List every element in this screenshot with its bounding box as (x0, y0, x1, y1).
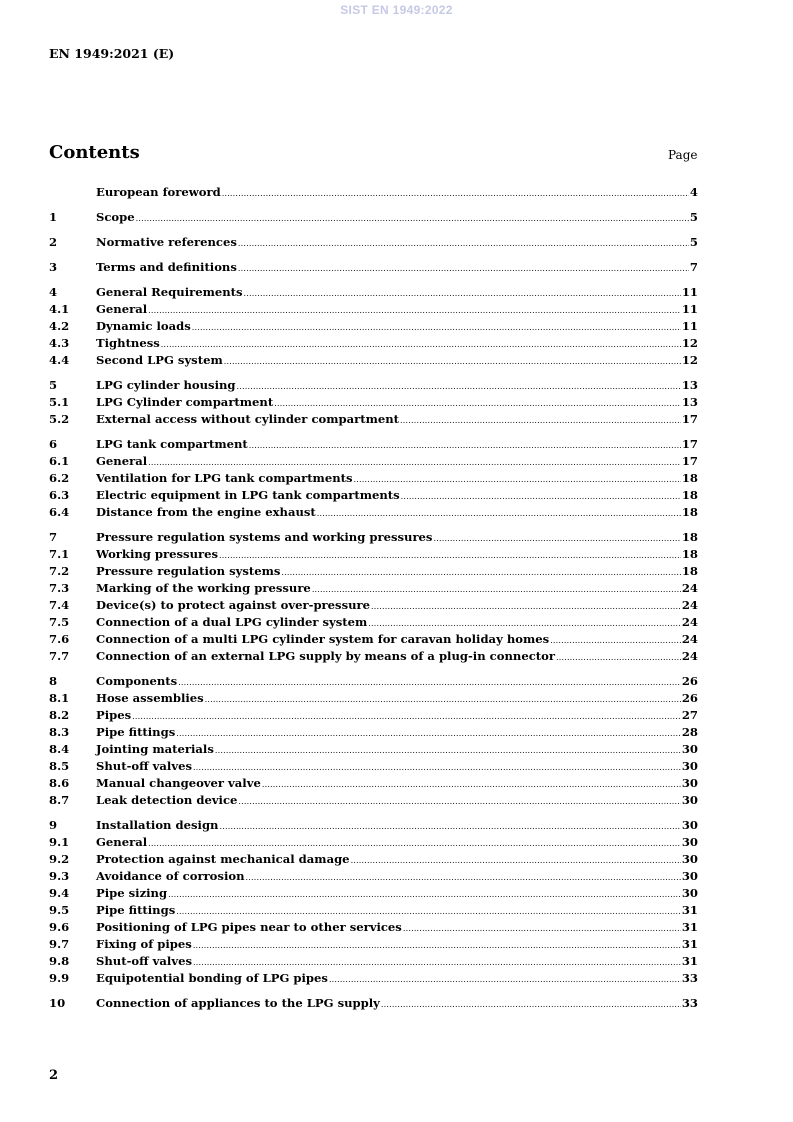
toc-entry-page: 30 (681, 852, 698, 866)
toc-entry-title: Manual changeover valve (96, 776, 261, 790)
watermark: SIST EN 1949:2022 (340, 3, 453, 17)
toc-entry-page: 11 (681, 319, 698, 333)
toc-entry-page: 18 (681, 564, 698, 578)
toc-entry-number: 9.9 (49, 971, 70, 985)
toc-entry-title: Device(s) to protect against over-pressure (96, 598, 371, 612)
dot-leader (193, 759, 681, 776)
dot-leader (351, 852, 681, 869)
toc-entry-number: 9.7 (49, 937, 70, 951)
toc-entry-title: LPG Cylinder compartment (96, 395, 274, 409)
toc-entry-number: 9.3 (49, 869, 70, 883)
toc-entry-page: 7 (689, 260, 698, 274)
toc-entry-number: 4 (49, 285, 58, 299)
toc-entry[interactable] (49, 792, 698, 809)
page-column-heading: Page (668, 148, 698, 162)
toc-entry-page: 30 (681, 793, 698, 807)
document-id-header: EN 1949:2021 (E) (49, 46, 175, 61)
toc-entry-title: Scope (96, 210, 135, 224)
toc-entry-page: 30 (681, 776, 698, 790)
dot-leader (222, 185, 689, 202)
toc-entry-title: General (96, 302, 148, 316)
toc-section-group (49, 436, 698, 521)
toc-entry[interactable] (49, 597, 698, 614)
toc-entry[interactable] (49, 563, 698, 580)
toc-entry-page: 12 (681, 353, 698, 367)
toc-section-group (49, 209, 698, 226)
toc-entry-page: 33 (681, 996, 698, 1010)
dot-leader (381, 996, 681, 1013)
dot-leader (400, 412, 681, 429)
toc-entry[interactable] (49, 301, 698, 318)
dot-leader (178, 674, 681, 691)
toc-section-group (49, 673, 698, 809)
toc-entry[interactable] (49, 209, 698, 226)
toc-entry-number: 8.7 (49, 793, 70, 807)
toc-entry-title: Shut-off valves (96, 954, 192, 968)
toc-entry-number: 9 (49, 818, 58, 832)
dot-leader (193, 954, 681, 971)
toc-entry-page: 17 (681, 412, 698, 426)
toc-entry[interactable] (49, 453, 698, 470)
toc-entry-number: 9.8 (49, 954, 70, 968)
toc-entry-number: 3 (49, 260, 58, 274)
toc-entry-number: 9.1 (49, 835, 70, 849)
toc-entry[interactable] (49, 936, 698, 953)
toc-entry-title: Jointing materials (96, 742, 214, 756)
toc-entry-title: Pipe fittings (96, 903, 176, 917)
toc-entry[interactable] (49, 775, 698, 792)
toc-entry-title: Second LPG system (96, 353, 223, 367)
toc-section-group (49, 817, 698, 987)
toc-entry-title: General (96, 454, 148, 468)
dot-leader (148, 454, 681, 471)
toc-entry-title: Terms and definitions (96, 260, 237, 274)
toc-entry[interactable] (49, 953, 698, 970)
toc-entry-title: Fixing of pipes (96, 937, 192, 951)
toc-entry-title: Pipes (96, 708, 132, 722)
toc-entry-number: 1 (49, 210, 58, 224)
toc-entry-page: 18 (681, 547, 698, 561)
toc-entry-number: 9.6 (49, 920, 70, 934)
dot-leader (148, 835, 681, 852)
toc-entry-page: 31 (681, 920, 698, 934)
toc-section-group (49, 184, 698, 201)
dot-leader (368, 615, 681, 632)
toc-section-group (49, 529, 698, 665)
toc-entry-title: Tightness (96, 336, 160, 350)
toc-entry[interactable] (49, 885, 698, 902)
toc-entry-page: 31 (681, 954, 698, 968)
toc-entry-number: 2 (49, 235, 58, 249)
toc-entry-page: 30 (681, 886, 698, 900)
toc-entry-title: Normative references (96, 235, 237, 249)
toc-entry[interactable] (49, 648, 698, 665)
dot-leader (176, 725, 681, 742)
toc-entry[interactable] (49, 707, 698, 724)
toc-entry-title: LPG cylinder housing (96, 378, 236, 392)
toc-section-group (49, 995, 698, 1012)
toc-entry-page: 30 (681, 835, 698, 849)
toc-section-group (49, 377, 698, 428)
dot-leader (238, 793, 680, 810)
toc-entry-number: 7.4 (49, 598, 70, 612)
toc-entry-number: 6.2 (49, 471, 70, 485)
dot-leader (371, 598, 681, 615)
toc-entry[interactable] (49, 284, 698, 301)
toc-entry-title: Protection against mechanical damage (96, 852, 350, 866)
toc-entry-number: 8.2 (49, 708, 70, 722)
toc-entry-number: 8.3 (49, 725, 70, 739)
dot-leader (244, 285, 681, 302)
toc-entry-page: 11 (681, 285, 698, 299)
toc-entry-number: 7.1 (49, 547, 70, 561)
dot-leader (168, 886, 681, 903)
dot-leader (238, 260, 689, 277)
toc-entry-title: Marking of the working pressure (96, 581, 311, 595)
toc-entry[interactable] (49, 487, 698, 504)
dot-leader (219, 547, 681, 564)
toc-entry[interactable] (49, 234, 698, 251)
toc-entry-page: 5 (689, 210, 698, 224)
toc-entry-page: 30 (681, 759, 698, 773)
dot-leader (148, 302, 681, 319)
toc-entry[interactable] (49, 352, 698, 369)
toc-entry-title: General Requirements (96, 285, 243, 299)
toc-entry-title: Connection of a dual LPG cylinder system (96, 615, 368, 629)
toc-entry[interactable] (49, 184, 698, 201)
toc-entry-page: 28 (681, 725, 698, 739)
toc-entry-page: 31 (681, 937, 698, 951)
toc-entry-page: 33 (681, 971, 698, 985)
toc-entry-title: Ventilation for LPG tank compartments (96, 471, 353, 485)
toc-entry-page: 18 (681, 530, 698, 544)
toc-entry[interactable] (49, 436, 698, 453)
toc-entry-number: 10 (49, 996, 66, 1010)
toc-entry-title: Positioning of LPG pipes near to other services (96, 920, 402, 934)
toc-section-group (49, 259, 698, 276)
dot-leader (354, 471, 681, 488)
footer-page-number: 2 (49, 1068, 59, 1083)
toc-entry-title: General (96, 835, 148, 849)
dot-leader (262, 776, 681, 793)
toc-entry-title: Shut-off valves (96, 759, 192, 773)
toc-entry-page: 11 (681, 302, 698, 316)
toc-entry-number: 8.5 (49, 759, 70, 773)
dot-leader (329, 971, 681, 988)
toc-entry-number: 6.3 (49, 488, 70, 502)
toc-entry-title: Distance from the engine exhaust (96, 505, 316, 519)
dot-leader (215, 742, 681, 759)
toc-entry-title: Pipe sizing (96, 886, 168, 900)
toc-entry-title: Components (96, 674, 178, 688)
toc-entry-title: Equipotential bonding of LPG pipes (96, 971, 328, 985)
toc-entry-page: 18 (681, 505, 698, 519)
dot-leader (238, 235, 689, 252)
dot-leader (281, 564, 680, 581)
toc-entry-number: 7.5 (49, 615, 70, 629)
toc-entry-title: European foreword (96, 185, 221, 199)
dot-leader (246, 869, 681, 886)
toc-entry-page: 17 (681, 437, 698, 451)
toc-entry[interactable] (49, 741, 698, 758)
toc-entry-number: 6.1 (49, 454, 70, 468)
toc-entry-page: 26 (681, 691, 698, 705)
toc-entry-page: 31 (681, 903, 698, 917)
toc-entry-number: 9.5 (49, 903, 70, 917)
toc-entry-title: Pressure regulation systems (96, 564, 281, 578)
toc-entry-number: 5.1 (49, 395, 70, 409)
toc-entry-number: 8.1 (49, 691, 70, 705)
toc-entry-number: 4.1 (49, 302, 70, 316)
toc-entry-page: 27 (681, 708, 698, 722)
toc-entry[interactable] (49, 673, 698, 690)
toc-entry-page: 26 (681, 674, 698, 688)
contents-title: Contents (49, 142, 140, 163)
toc-entry[interactable] (49, 631, 698, 648)
toc-entry-number: 4.4 (49, 353, 70, 367)
dot-leader (219, 818, 680, 835)
toc-entry-page: 17 (681, 454, 698, 468)
toc-entry[interactable] (49, 546, 698, 563)
toc-entry-page: 30 (681, 869, 698, 883)
toc-entry-page: 24 (681, 615, 698, 629)
toc-entry-number: 9.4 (49, 886, 70, 900)
dot-leader (205, 691, 681, 708)
toc-entry[interactable] (49, 504, 698, 521)
table-of-contents (49, 184, 698, 1020)
toc-entry-page: 12 (681, 336, 698, 350)
dot-leader (274, 395, 681, 412)
toc-entry-page: 5 (689, 235, 698, 249)
toc-entry-title: Pressure regulation systems and working pressures (96, 530, 433, 544)
toc-entry-number: 7 (49, 530, 58, 544)
dot-leader (312, 581, 681, 598)
toc-section-group (49, 234, 698, 251)
toc-entry-title: Hose assemblies (96, 691, 204, 705)
toc-entry-page: 4 (689, 185, 698, 199)
dot-leader (433, 530, 680, 547)
toc-entry-number: 4.2 (49, 319, 70, 333)
toc-entry-title: Connection of appliances to the LPG supply (96, 996, 380, 1010)
toc-entry[interactable] (49, 318, 698, 335)
toc-entry-page: 30 (681, 818, 698, 832)
dot-leader (401, 488, 681, 505)
toc-entry-title: LPG tank compartment (96, 437, 248, 451)
dot-leader (136, 210, 689, 227)
toc-entry-page: 24 (681, 581, 698, 595)
toc-entry[interactable] (49, 970, 698, 987)
toc-entry[interactable] (49, 529, 698, 546)
toc-entry-number: 4.3 (49, 336, 70, 350)
toc-entry[interactable] (49, 919, 698, 936)
toc-entry[interactable] (49, 851, 698, 868)
toc-entry-title: Dynamic loads (96, 319, 191, 333)
toc-entry-number: 8.4 (49, 742, 70, 756)
dot-leader (237, 378, 681, 395)
toc-entry-title: Pipe fittings (96, 725, 176, 739)
dot-leader (192, 319, 681, 336)
toc-entry-page: 24 (681, 598, 698, 612)
toc-entry[interactable] (49, 411, 698, 428)
toc-entry-number: 8.6 (49, 776, 70, 790)
dot-leader (132, 708, 681, 725)
toc-entry-title: External access without cylinder compartment (96, 412, 400, 426)
toc-entry[interactable] (49, 724, 698, 741)
toc-entry-number: 7.3 (49, 581, 70, 595)
toc-entry[interactable] (49, 902, 698, 919)
toc-entry-number: 7.7 (49, 649, 70, 663)
toc-entry[interactable] (49, 614, 698, 631)
toc-entry[interactable] (49, 377, 698, 394)
toc-entry-number: 9.2 (49, 852, 70, 866)
toc-entry-title: Working pressures (96, 547, 219, 561)
toc-entry-page: 24 (681, 649, 698, 663)
toc-entry-page: 18 (681, 471, 698, 485)
toc-entry-page: 13 (681, 395, 698, 409)
dot-leader (556, 649, 681, 666)
toc-entry-page: 13 (681, 378, 698, 392)
dot-leader (249, 437, 681, 454)
toc-entry-number: 6 (49, 437, 58, 451)
toc-entry-number: 7.6 (49, 632, 70, 646)
toc-entry[interactable] (49, 995, 698, 1012)
toc-entry-page: 24 (681, 632, 698, 646)
toc-entry[interactable] (49, 690, 698, 707)
dot-leader (176, 903, 681, 920)
toc-entry-title: Installation design (96, 818, 219, 832)
toc-entry-page: 18 (681, 488, 698, 502)
toc-entry-number: 6.4 (49, 505, 70, 519)
toc-entry-title: Electric equipment in LPG tank compartments (96, 488, 400, 502)
toc-entry-title: Connection of an external LPG supply by means of a plug-in connector (96, 649, 555, 663)
dot-leader (550, 632, 681, 649)
toc-entry[interactable] (49, 335, 698, 352)
dot-leader (403, 920, 681, 937)
toc-entry[interactable] (49, 868, 698, 885)
dot-leader (161, 336, 681, 353)
toc-entry-number: 5.2 (49, 412, 70, 426)
toc-entry-number: 8 (49, 674, 58, 688)
toc-entry[interactable] (49, 817, 698, 834)
toc-entry-title: Leak detection device (96, 793, 238, 807)
toc-entry[interactable] (49, 758, 698, 775)
toc-entry-number: 7.2 (49, 564, 70, 578)
dot-leader (317, 505, 681, 522)
toc-entry[interactable] (49, 259, 698, 276)
toc-section-group (49, 284, 698, 369)
toc-entry[interactable] (49, 580, 698, 597)
toc-entry-title: Avoidance of corrosion (96, 869, 245, 883)
toc-entry-title: Connection of a multi LPG cylinder system for caravan holiday homes (96, 632, 550, 646)
toc-entry-page: 30 (681, 742, 698, 756)
toc-entry-number: 5 (49, 378, 58, 392)
toc-entry[interactable] (49, 470, 698, 487)
dot-leader (193, 937, 681, 954)
dot-leader (224, 353, 681, 370)
toc-entry[interactable] (49, 834, 698, 851)
toc-entry[interactable] (49, 394, 698, 411)
